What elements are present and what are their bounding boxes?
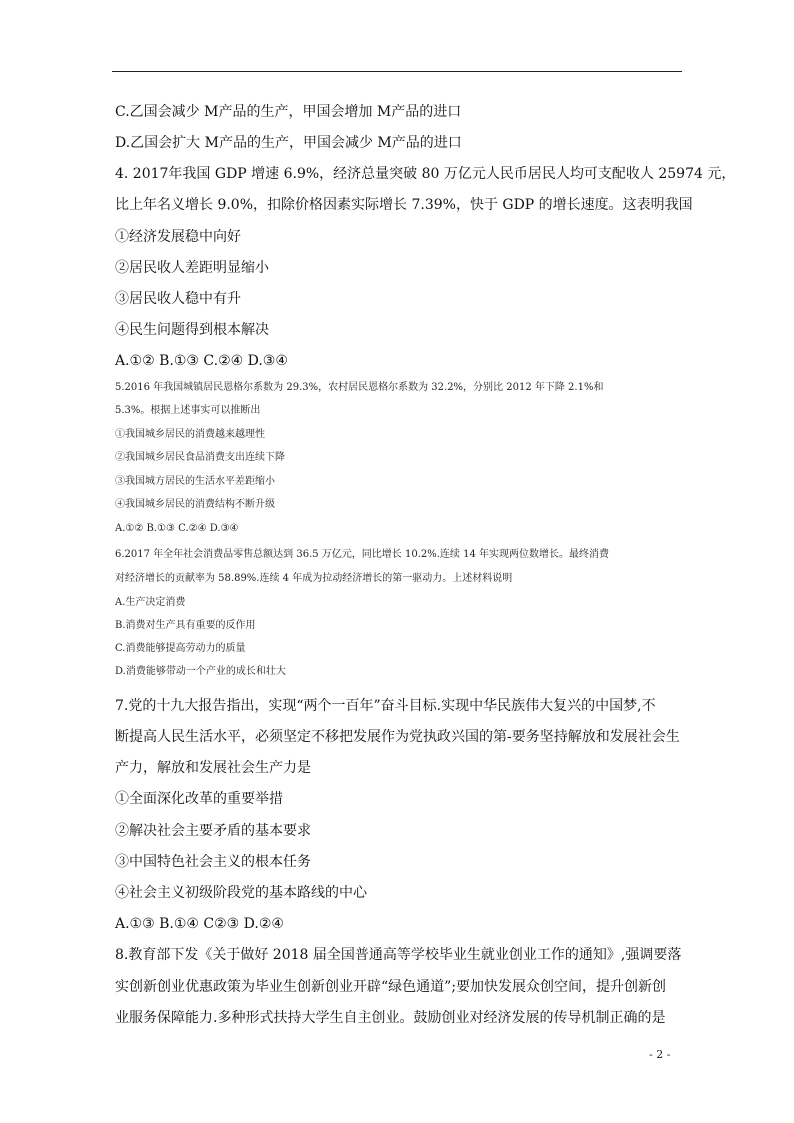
q6-option-c: C.消费能够提高劳动力的质量 [115, 643, 246, 654]
q5-statement-2: ②我国城乡居民食品消费支出连续下降 [115, 452, 285, 463]
q6-option-a: A.生产决定消费 [115, 597, 186, 608]
q4-statement-1: ①经济发展稳中向好 [115, 229, 241, 245]
question-8-line-1: 8.教育部下发《关于做好 2018 届全国普通高等学校毕业生就业创业工作的通知》,强调要落 [115, 947, 682, 963]
q5-statement-4: ④我国城乡居民的消费结构不断升级 [115, 499, 275, 510]
question-7-line-3: 产力，解放和发展社会生产力是 [115, 760, 311, 776]
q5-statement-3: ③我国城方居民的生活水平差距缩小 [115, 476, 275, 487]
q7-options: A.①③ B.①④ C②③ D.②④ [115, 916, 284, 932]
q5-options: A.①② B.①③ C.②④ D.③④ [115, 523, 239, 534]
question-8-line-3: 业服务保障能力.多种形式扶持大学生自主创业。鼓励创业对经济发展的传导机制正确的是 [115, 1010, 666, 1026]
question-5-line-2: 5.3%。根据上述事实可以推断出 [115, 405, 261, 416]
question-5-line-1: 5.2016 年我国城镇居民恩格尔系数为 29.3%，农村居民恩格尔系数为 32.2%，分别比 2012 年下降 2.1%和 [115, 382, 604, 393]
q7-statement-3: ③中国特色社会主义的根本任务 [115, 854, 311, 870]
q7-statement-1: ①全面深化改革的重要举措 [115, 791, 283, 807]
question-4-line-2: 比上年名义增长 9.0%，扣除价格因素实际增长 7.39%，快于 GDP 的增长速度。这表明我国 [115, 197, 693, 213]
q6-option-d: D.消费能够带动一个产业的成长和壮大 [115, 666, 286, 677]
question-4-line-1: 4. 2017年我国 GDP 增速 6.9%，经济总量突破 80 万亿元人民币居民人均可支配收人 25974 元， [115, 166, 736, 182]
q4-options: A.①② B.①③ C.②④ D.③④ [115, 353, 288, 369]
q4-statement-3: ③居民收人稳中有升 [115, 291, 241, 307]
option-c-q3: C.乙国会减少 M产品的生产，甲国会增加 M产品的进口 [115, 104, 462, 120]
header-rule [112, 71, 682, 72]
q7-statement-4: ④社会主义初级阶段党的基本路线的中心 [115, 885, 367, 901]
option-d-q3: D.乙国会扩大 M产品的生产，甲国会减少 M产品的进口 [115, 135, 462, 151]
q4-statement-2: ②居民收人差距明显缩小 [115, 260, 269, 276]
page-number: - 2 - [649, 1048, 671, 1061]
question-6-line-1: 6.2017 年全年社会消费品零售总额达到 36.5 万亿元，同比增长 10.2%.连续 14 年实现两位数增长。最终消费 [115, 549, 609, 560]
q4-statement-4: ④民生问题得到根本解决 [115, 322, 269, 338]
q7-statement-2: ②解决社会主要矛盾的基本要求 [115, 823, 311, 839]
question-6-line-2: 对经济增长的贡献率为 58.89%.连续 4 年成为拉动经济增长的第一驱动力。上述材料说明 [115, 573, 513, 584]
q5-statement-1: ①我国城乡居民的消费越来越理性 [115, 429, 265, 440]
q6-option-b: B.消费对生产具有重要的反作用 [115, 620, 256, 631]
question-7-line-2: 断提高人民生活水平，必须坚定不移把发展作为党执政兴国的第-要务坚持解放和发展社会生 [115, 729, 680, 745]
question-8-line-2: 实创新创业优惠政策为毕业生创新创业开辟“绿色通道”;要加快发展众创空间，提升创新创 [115, 979, 667, 995]
question-7-line-1: 7.党的十九大报告指出，实现“两个一百年”奋斗目标.实现中华民族伟大复兴的中国梦,不 [115, 698, 656, 714]
